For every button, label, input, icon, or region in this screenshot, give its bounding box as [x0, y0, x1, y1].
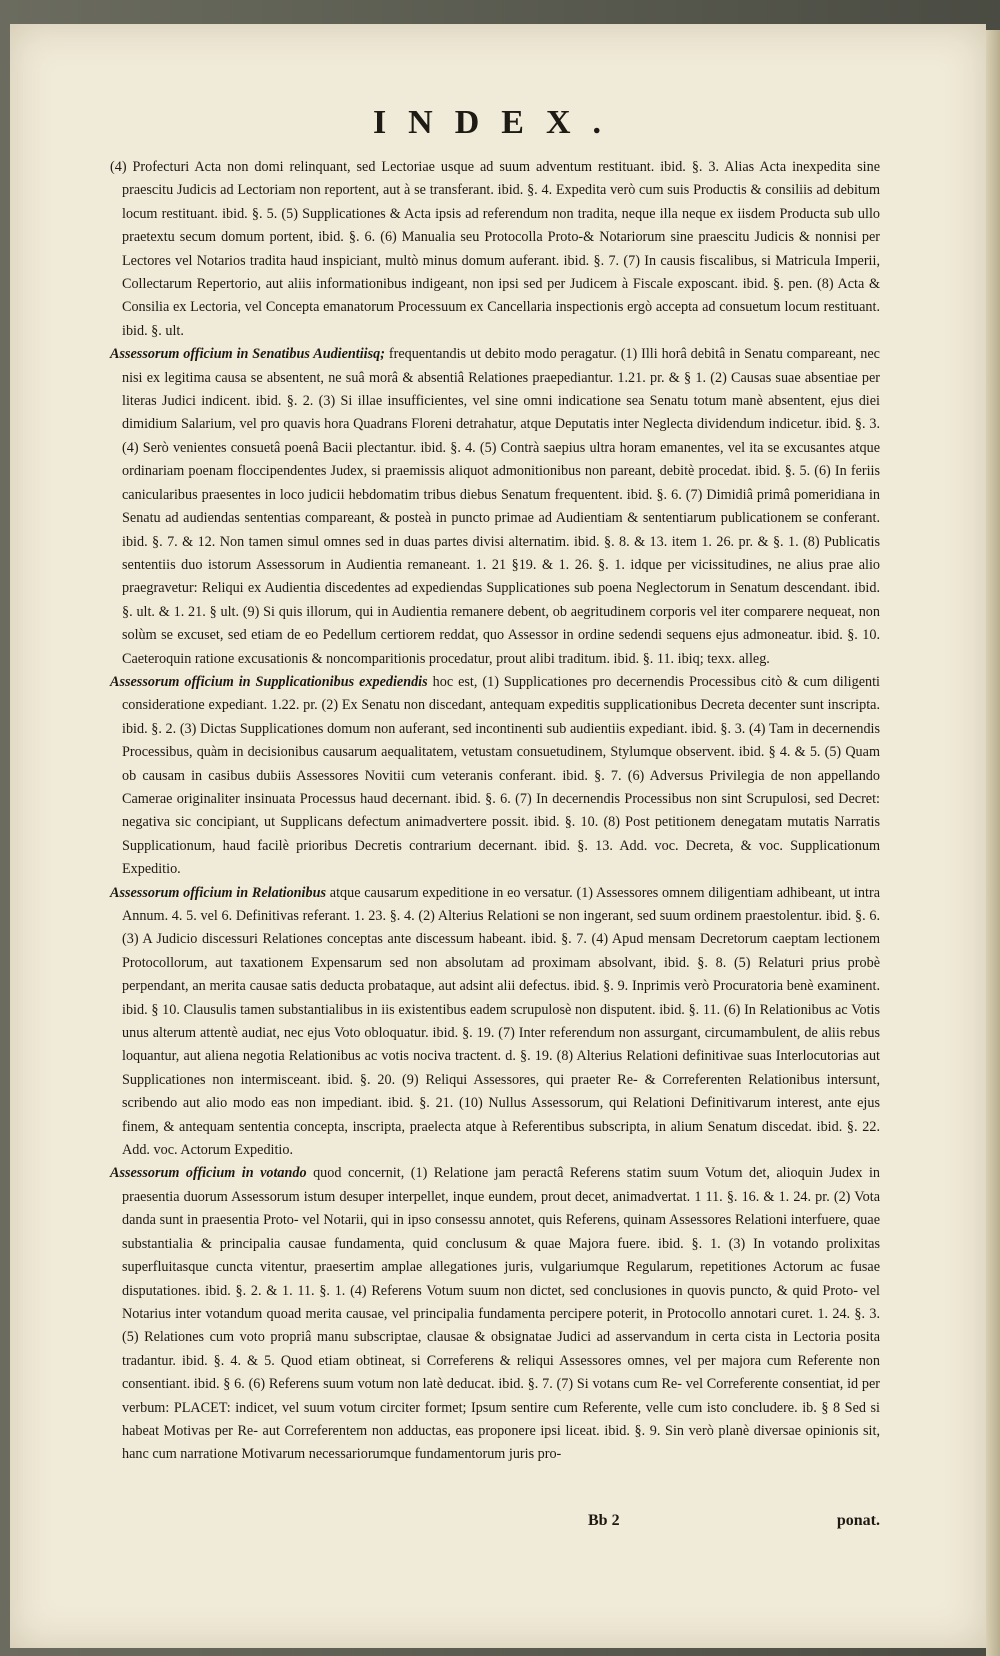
page-title: INDEX. [372, 104, 624, 141]
entry-text: frequentandis ut debito modo peragatur. (1) Illi horâ debitâ in Senatu compareant, nec nisi ex legitima causa se absentent, ne suâ morâ & absentiâ Relationes praepediantur. 1.21. pr. & § 1. (2) Causas suae absentiae per literas Judici indicent. ibid. §. 2. (3) Si illae insufficientes, vel sine omni indicatione sea Senatu totum manè absentent, ejus diei dimidium Salarium, vel pro quavis hora Quadrans Floreni detrahatur, atque Deputatis inter Neglecta dividendum indicetur. ibid. §. 3. (4) Serò venientes consuetâ poenâ Bacii plectantur. ibid. §. 4. (5) Contrà saepius ultra horam emanentes, vel ita se excusantes atque ordinariam poenam floccipendentes Judex, si praemissis aliquot admonitionibus non pareant, debitè procedat. ibid. §. 5. (6) In feriis canicularibus praesentes in loco judicii hebdomatim tribus diebus Senatum frequentent. ibid. §. 6. (7) Dimidiâ primâ pomeridiana in Senatu ad audiendas sententias compareant, & posteà in puncto primae ad Audientiam & sententiarum publicationem se conferant. ibid. §. 7. & 12. Non tamen simul omnes sed in duas partes divisi alternatim. ibid. §. 8. & 13. item 1. 26. pr. & §. 1. (8) Publicatis sententiis duo istorum Assessorum in Audientia remaneant. 1. 21 §19. & 1. 26. §. 1. idque per vicissitudines, ne alius prae alio praegravetur: Reliqui ex Audientia discedentes ad expediendas Supplicationes sub poena Neglectorum in Senatum descendant. ibid. §. ult. & 1. 21. § ult. (9) Si quis illorum, qui in Audientia remanere debent, ob aegritudinem corporis vel iter comparere nequeat, non solùm se excuset, sed etiam de eo Pedellum certiorem reddat, quo Assessor in ordine sedendi sequens ejus admoneatur. ibid. §. 10. Caeteroquin ratione excusationis & noncomparitionis procedatur, prout alibi traditum. ibid. §. 11. ibiq; texx. alleg. [122, 346, 880, 667]
book-page [10, 24, 986, 1648]
entry-heading: Assessorum officium in Relationibus [110, 884, 327, 901]
index-entry [110, 671, 880, 882]
index-entry [110, 1162, 880, 1466]
entry-text: quod concernit, (1) Relatione jam peractâ Referens statim suum Votum det, alioquin Judex in praesentia duorum Assessorum istum desuper interpellet, inque eundem, prout decet, animadvertat. 1 11. §. 16. & 1. 24. pr. (2) Vota danda sunt in praesentia Proto- vel Notarii, qui in ipso consessu annotet, quis Referens, quinam Assessores Relationi interfuere, quae substantialia & principalia causae fundamenta, quid conclusum & quae Majora fuere. ibid. §. 1. (3) In votando prolixitas superfluitasque cuncta vitentur, praesertim amplae allegationes juris, vulgariumque Regularum, repetitiones Actorum ac fusae disputationes. ibid. §. 2. & 1. 11. §. 1. (4) Referens Votum suum non dictet, sed conclusiones in quovis puncto, & quid Proto- vel Notarius inter votandum quoad merita causae, vel principalia fundamenta percipere poterit, in Protocollo annotari curet. 1. 24. §. 3. (5) Relationes cum voto propriâ manu subscriptae, clausae & obsignatae Judici ad asservandum in certa cista in Lectoria posita tradantur. ibid. §. 4. & 5. Quod etiam obtineat, si Correferens & reliqui Assessores omnes, vel per majora cum Referente non consentiant. ibid. § 6. (6) Referens suum votum non latè deducat. ibid. §. 7. (7) Si votans cum Re- vel Correferente consentiat, id per verbum: PLACET: indicet, vel suum votum circiter formet; Ipsum sentire cum Referente, velle cum isto concludere. ib. § 8 Sed si habeat Motivas per Re- aut Correferentem non adductas, eas proponere ipsi liceat. ibid. §. 9. Sin verò planè diversae opinionis sit, hanc cum narratione Motivarum necessariorumque fundamentorum juris pro- [122, 1165, 880, 1463]
signature-mark: Bb 2 [588, 1512, 620, 1529]
entry-heading: Assessorum officium in votando [110, 1165, 307, 1182]
entry-text: atque causarum expeditione in eo versatur. (1) Assessores omnem diligentiam adhibeant, ut intra Annum. 4. 5. vel 6. Definitivas referant. 1. 23. §. 4. (2) Alterius Relationi se non ingerant, sed suum ordinem praestolentur. ibid. §. 6. (3) A Judicio discessuri Relationes conceptas ante discessum habeant. ibid. §. 7. (4) Apud mensam Decretorum caeptam lectionem Protocollorum, aut taxationem Expensarum sed non absolutam ad proximam absolvant, ibid. §. 8. (5) Relaturi prius probè perpendant, an merita causae satis deducta probataque, aut adsint alii defectus. ibid. §. 9. Inprimis verò Procuratoria benè examinent. ibid. § 10. Clausulis tamen substantialibus in iis existentibus eadem scrupulosè non disputent. ibid. §. 11. (6) In Relationibus ac Votis unus alterum attentè audiat, nec ejus Voto obloquatur. ibid. §. 19. (7) Inter referendum non assurgant, circumambulent, de aliis rebus loquantur, aut aliena negotia Relationibus ac votis nociva tractent. d. §. 19. (8) Alterius Relationi definitivae suas Interlocutorias aut Supplicationes non intermisceant. ibid. §. 20. (9) Reliqui Assessores, qui praeter Re- & Correferenten Relationibus intersunt, scribendo aut alio modo eas non impediant. ibid. §. 21. (10) Nullus Assessorum, qui Relationi Definitivarum interest, ante ejus finem, & antequam sententia concepta, inscripta, praelecta atque à Referentibus subscripta, in alium Senatum discedat. ibid. §. 22. Add. voc. Actorum Expeditio. [122, 884, 880, 1159]
index-body [110, 156, 880, 1467]
index-entry [110, 156, 880, 343]
entry-text: (4) Profecturi Acta non domi relinquant, sed Lectoriae usque ad suum adventum restituant. ibid. §. 3. Alias Acta inexpedita sine praescitu Judicis ad Lectoriam non reportent, aut à se transferant. ibid. §. 4. Expedita verò cum suis Productis & consiliis ad debitum locum restituant. ibid. §. 5. (5) Supplicationes & Acta ipsis ad referendum non tradita, neque illa neque ex iisdem Producta sub ullo praetextu secum domum portent, ibid. §. 6. (6) Manualia seu Protocolla Proto-& Notariorum sine praescitu Judicis & nonnisi per Lectores vel Notarios tradita haud inspiciant, multò minus domum auferant. ibid. §. 7. (7) In causis fiscalibus, si Matricula Imperii, Collectarum Repertorio, aut aliis informationibus indigeant, non ipsi sed per Judicem à Fiscale exposcant. ibid. §. pen. (8) Acta & Consilia ex Lectoria, vel Concepta emanatorum Processuum ex Cancellaria inspectionis ergò accepta ad consuetum locum restituant. ibid. §. ult. [110, 159, 880, 339]
page-edge [986, 30, 1000, 1656]
catchword: ponat. [836, 1512, 880, 1529]
index-entry [110, 882, 880, 1163]
entry-heading: Assessorum officium in Senatibus Audientiisq; [110, 346, 385, 363]
index-entry [110, 343, 880, 671]
entry-heading: Assessorum officium in Supplicationibus expediendis [110, 673, 428, 690]
entry-text: hoc est, (1) Supplicationes pro decernendis Processibus citò & cum diligenti consideratione expediant. 1.22. pr. (2) Ex Senatu non discedant, antequam expeditis supplicationibus Decreta decenter sunt inscripta. ibid. §. 2. (3) Dictas Supplicationes domum non auferant, sed incontinenti sub audientiis expediant. ibid. §. 3. (4) Tam in decernendis Processibus, quàm in decisionibus causarum aequalitatem, vetustam consuetudinem, Stylumque observent. ibid. § 4. & 5. (5) Quam ob causam in casibus dubiis Assessores Novitii cum veteranis conferant. ibid. §. 7. (6) Adversus Privilegia de non appellando Camerae originaliter insinuata Processus haud decernant. ibid. §. 6. (7) In decernendis Processibus non sint Scrupulosi, sed Decret: negativa sic concipiant, ut Supplicans defectum animadvertere possit. ibid. §. 10. (8) Post petitionem denegatam mutatis Narratis Supplicationum, haud facilè prioribus Decretis contrarium decernant. ibid. §. 13. Add. voc. Decreta, & voc. Supplicationum Expeditio. [122, 673, 880, 878]
